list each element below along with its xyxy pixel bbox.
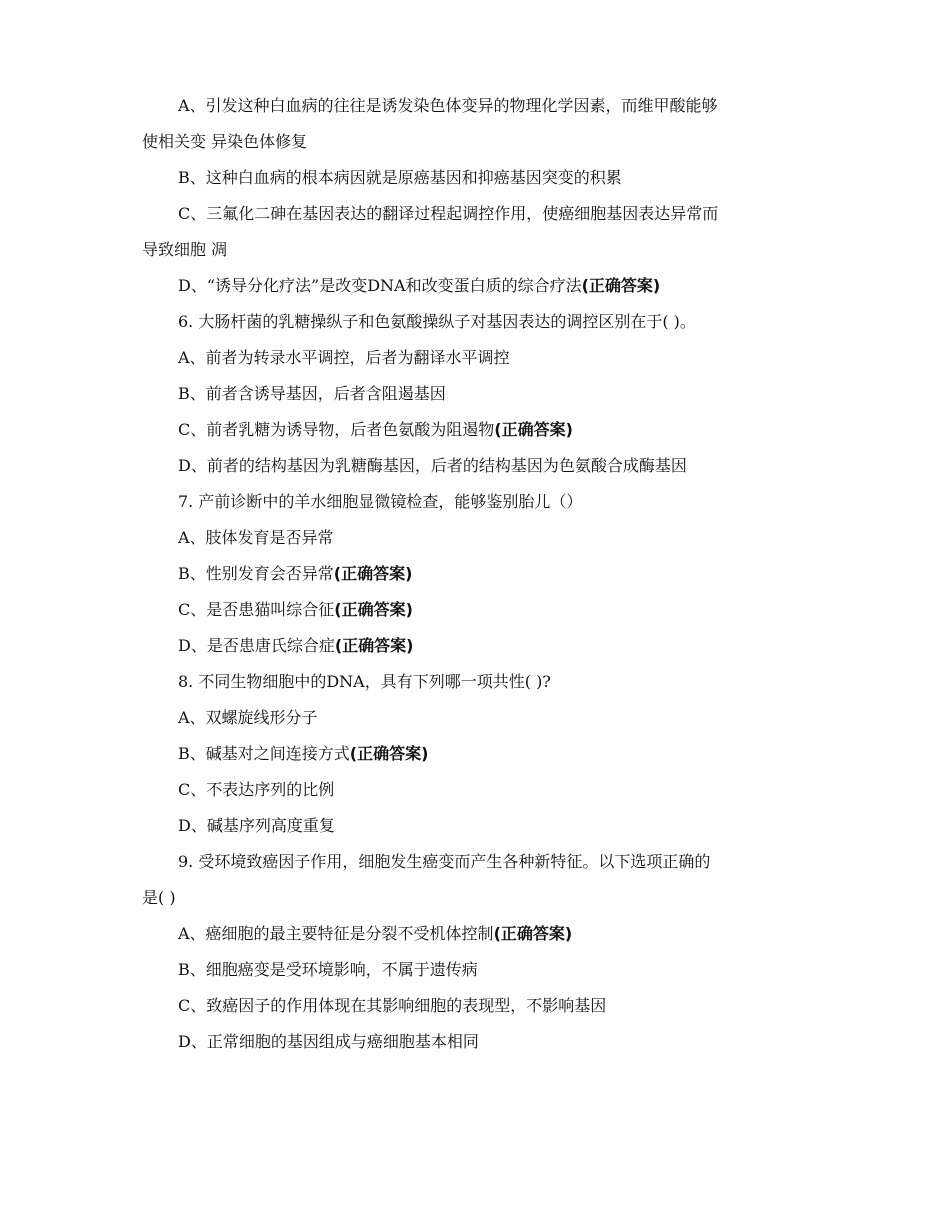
answer-option	[142, 1024, 807, 1060]
line-text: B、前者含诱导基因，后者含阻遏基因	[178, 384, 446, 403]
answer-option	[142, 448, 807, 484]
answer-option	[142, 376, 807, 412]
question-text-line	[142, 484, 807, 520]
line-text: B、细胞癌变是受环境影响，不属于遗传病	[178, 960, 478, 979]
line-text: 是( )	[142, 888, 176, 907]
line-text: D、前者的结构基因为乳糖酶基因，后者的结构基因为色氨酸合成酶基因	[178, 456, 687, 475]
answer-option	[142, 808, 807, 844]
correct-answer-mark: (正确答案)	[333, 564, 413, 583]
line-text: A、肢体发育是否异常	[178, 528, 334, 547]
correct-answer-mark: (正确答案)	[494, 420, 573, 439]
line-text: C、前者乳糖为诱导物，后者色氨酸为阻遏物	[178, 420, 495, 439]
option-text-line	[142, 160, 807, 196]
answer-option	[142, 412, 807, 448]
question-text-line	[142, 664, 807, 700]
answer-option	[142, 340, 807, 376]
answer-option	[142, 916, 807, 952]
answer-option	[142, 772, 807, 808]
option-text-line	[142, 448, 807, 484]
option-text-line	[142, 772, 807, 808]
line-text: D、是否患唐氏综合症	[178, 636, 335, 655]
line-text: B、性别发育会否异常	[178, 564, 334, 583]
line-text: D、碱基序列高度重复	[178, 816, 335, 835]
correct-answer-mark: (正确答案)	[334, 600, 413, 619]
answer-option	[142, 556, 807, 592]
document-body	[142, 88, 807, 1060]
line-text: 导致细胞 凋	[142, 240, 228, 259]
correct-answer-mark: (正确答案)	[581, 276, 661, 295]
option-text-line	[142, 412, 807, 448]
line-text: C、三氟化二砷在基因表达的翻译过程起调控作用，使癌细胞基因表达异常而	[178, 204, 719, 223]
option-text-line	[142, 124, 807, 160]
option-text-line	[142, 700, 807, 736]
option-text-line	[142, 808, 807, 844]
answer-option	[142, 196, 807, 268]
line-text: 9. 受环境致癌因子作用，细胞发生癌变而产生各种新特征。以下选项正确的	[178, 852, 711, 871]
question-text-line	[142, 880, 807, 916]
answer-option	[142, 700, 807, 736]
answer-option	[142, 160, 807, 196]
line-text: 6. 大肠杆菌的乳糖操纵子和色氨酸操纵子对基因表达的调控区别在于( )。	[178, 312, 696, 331]
line-text: 使相关变 异染色体修复	[142, 132, 308, 151]
option-text-line	[142, 628, 807, 664]
line-text: A、前者为转录水平调控，后者为翻译水平调控	[178, 348, 510, 367]
line-text: 7. 产前诊断中的羊水细胞显微镜检查，能够鉴别胎儿（）	[178, 492, 583, 511]
option-text-line	[142, 592, 807, 628]
option-text-line	[142, 736, 807, 772]
question-block	[142, 484, 807, 520]
line-text: 8. 不同生物细胞中的DNA，具有下列哪一项共性( )?	[178, 672, 551, 691]
option-text-line	[142, 340, 807, 376]
correct-answer-mark: (正确答案)	[334, 636, 414, 655]
option-text-line	[142, 988, 807, 1024]
question-block	[142, 664, 807, 700]
option-text-line	[142, 520, 807, 556]
line-text: C、致癌因子的作用体现在其影响细胞的表现型，不影响基因	[178, 996, 607, 1015]
answer-option	[142, 952, 807, 988]
question-text-line	[142, 304, 807, 340]
question-text-line	[142, 844, 807, 880]
option-text-line	[142, 376, 807, 412]
answer-option	[142, 988, 807, 1024]
question-block	[142, 304, 807, 340]
answer-option	[142, 88, 807, 160]
question-block	[142, 844, 807, 916]
answer-option	[142, 628, 807, 664]
option-text-line	[142, 916, 807, 952]
option-text-line	[142, 88, 807, 124]
line-text: B、这种白血病的根本病因就是原癌基因和抑癌基因突变的积累	[178, 168, 622, 187]
correct-answer-mark: (正确答案)	[349, 744, 429, 763]
line-text: A、双螺旋线形分子	[178, 708, 318, 727]
line-text: B、碱基对之间连接方式	[178, 744, 350, 763]
line-text: A、引发这种白血病的往往是诱发染色体变异的物理化学因素，而维甲酸能够	[178, 96, 718, 115]
option-text-line	[142, 232, 807, 268]
line-text: C、不表达序列的比例	[178, 780, 335, 799]
option-text-line	[142, 556, 807, 592]
answer-option	[142, 520, 807, 556]
correct-answer-mark: (正确答案)	[493, 924, 573, 943]
line-text: A、癌细胞的最主要特征是分裂不受机体控制	[178, 924, 494, 943]
option-text-line	[142, 268, 807, 304]
answer-option	[142, 736, 807, 772]
line-text: D、正常细胞的基因组成与癌细胞基本相同	[178, 1032, 479, 1051]
answer-option	[142, 592, 807, 628]
line-text: C、是否患猫叫综合征	[178, 600, 335, 619]
line-text: D、“诱导分化疗法”是改变DNA和改变蛋白质的综合疗法	[178, 276, 582, 295]
option-text-line	[142, 196, 807, 232]
option-text-line	[142, 952, 807, 988]
answer-option	[142, 268, 807, 304]
option-text-line	[142, 1024, 807, 1060]
